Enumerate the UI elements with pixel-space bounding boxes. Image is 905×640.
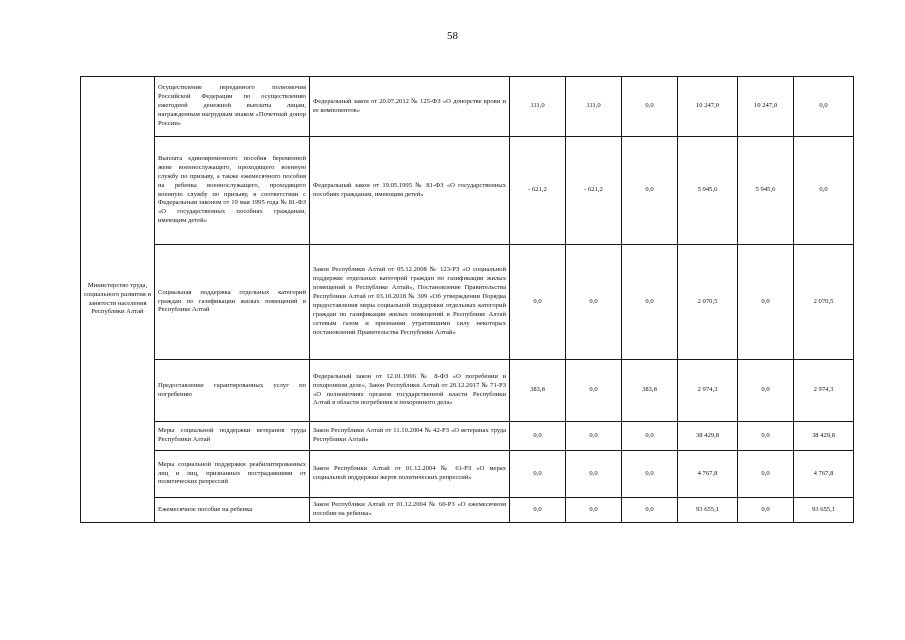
value-cell: 0,0 — [738, 498, 794, 523]
value-cell: 0,0 — [738, 422, 794, 451]
ministry-cell: Министерство труда, социального развития и занятости населения Республики Алтай — [81, 77, 155, 523]
value-cell: 0,0 — [566, 360, 622, 422]
value-cell: 0,0 — [622, 498, 678, 523]
table-row — [81, 422, 854, 451]
value-cell: 5 945,6 — [738, 137, 794, 245]
value-cell: 0,0 — [510, 498, 566, 523]
value-cell: 0,0 — [510, 451, 566, 498]
value-cell: 38 429,8 — [678, 422, 738, 451]
value-cell: 10 247,0 — [678, 77, 738, 137]
value-cell: 0,0 — [622, 451, 678, 498]
value-cell: 0,0 — [510, 422, 566, 451]
table-row — [81, 77, 854, 137]
law-cell: Закон Республики Алтай от 05.12.2008 № 123-РЗ «О социальной поддержке отдельных категорий граждан по газификации жилых помещений в Республике Алтай», Постановление Правительства Республики Алтай от 03.10.2018 № 309 «Об утверждении Порядка предоставления меры социальной поддержки отдельных категорий граждан по газификации жилых помещений в Республике Алтай сетевым газом и признании утратившими силу некоторых постановлений Правительства Республики Алтай» — [310, 245, 510, 360]
value-cell: 111,0 — [510, 77, 566, 137]
value-cell: 93 655,1 — [678, 498, 738, 523]
value-cell: 0,0 — [738, 360, 794, 422]
measure-cell: Выплата единовременного пособия беременной жене военнослужащего, проходящего военную службу по призыву, а также ежемесячного пособия на ребенка военнослужащего, проходящего военную службу по призыву, в соответствии с Федеральным законом от 19 мая 1995 года № 81-ФЗ «О государственных пособиях гражданам, имеющим детей» — [155, 137, 310, 245]
value-cell: 0,0 — [622, 137, 678, 245]
value-cell: 111,0 — [566, 77, 622, 137]
value-cell: 383,8 — [622, 360, 678, 422]
value-cell: 10 247,0 — [738, 77, 794, 137]
table-row — [81, 137, 854, 245]
table-row — [81, 451, 854, 498]
measure-cell: Ежемесячное пособие на ребенка — [155, 498, 310, 523]
value-cell: 0,0 — [794, 137, 854, 245]
value-cell: 0,0 — [794, 77, 854, 137]
value-cell: - 621,2 — [510, 137, 566, 245]
law-cell: Закон Республики Алтай от 01.12.2004 № 60-РЗ «О ежемесячном пособии на ребенка» — [310, 498, 510, 523]
value-cell: 0,0 — [510, 245, 566, 360]
value-cell: 0,0 — [622, 77, 678, 137]
value-cell: 4 767,8 — [794, 451, 854, 498]
measure-cell: Предоставление гарантированных услуг по погребению — [155, 360, 310, 422]
law-cell: Федеральный закон от 12.01.1996 № 8-ФЗ «О погребении и похоронном деле», Закон Республики Алтай от 20.12.2017 № 71-РЗ «О полномочиях органов государственной власти Республики Алтай в области погребения и похоронного дела» — [310, 360, 510, 422]
value-cell: 0,0 — [566, 422, 622, 451]
law-cell: Закон Республики Алтай от 01.12.2004 № 61-РЗ «О мерах социальной поддержки жертв политических репрессий» — [310, 451, 510, 498]
value-cell: 4 767,8 — [678, 451, 738, 498]
measure-cell: Осуществление переданного полномочия Российской Федерации по осуществлению ежегодной денежной выплаты лицам, награжденным нагрудным знаком «Почетный донор России» — [155, 77, 310, 137]
value-cell: 0,0 — [566, 451, 622, 498]
value-cell: 0,0 — [622, 422, 678, 451]
value-cell: 2 974,3 — [678, 360, 738, 422]
value-cell: 2 974,3 — [794, 360, 854, 422]
law-cell: Федеральный закон от 19.05.1995 № 81-ФЗ «О государственных пособиях гражданам, имеющим детей» — [310, 137, 510, 245]
value-cell: - 621,2 — [566, 137, 622, 245]
measure-cell: Социальная поддержка отдельных категорий граждан по газификации жилых помещений в Республике Алтай — [155, 245, 310, 360]
value-cell: 0,0 — [566, 245, 622, 360]
measure-cell: Меры социальной поддержки реабилитированных лиц и лиц, признанных пострадавшими от политических репрессий — [155, 451, 310, 498]
value-cell: 2 070,5 — [794, 245, 854, 360]
value-cell: 383,8 — [510, 360, 566, 422]
table-row — [81, 360, 854, 422]
page-number: 58 — [447, 30, 458, 42]
table-row — [81, 498, 854, 523]
value-cell: 0,0 — [566, 498, 622, 523]
value-cell: 0,0 — [738, 451, 794, 498]
value-cell: 0,0 — [622, 245, 678, 360]
value-cell: 5 945,6 — [678, 137, 738, 245]
law-cell: Закон Республики Алтай от 11.10.2004 № 42-РЗ «О ветеранах труда Республики Алтай» — [310, 422, 510, 451]
value-cell: 2 070,5 — [678, 245, 738, 360]
value-cell: 93 655,1 — [794, 498, 854, 523]
value-cell: 0,0 — [738, 245, 794, 360]
table-row — [81, 245, 854, 360]
measure-cell: Меры социальной поддержки ветеранов труда Республики Алтай — [155, 422, 310, 451]
law-cell: Федеральный закон от 20.07.2012 № 125-ФЗ «О донорстве крови и ее компонентов» — [310, 77, 510, 137]
value-cell: 38 429,8 — [794, 422, 854, 451]
budget-table — [80, 76, 854, 523]
